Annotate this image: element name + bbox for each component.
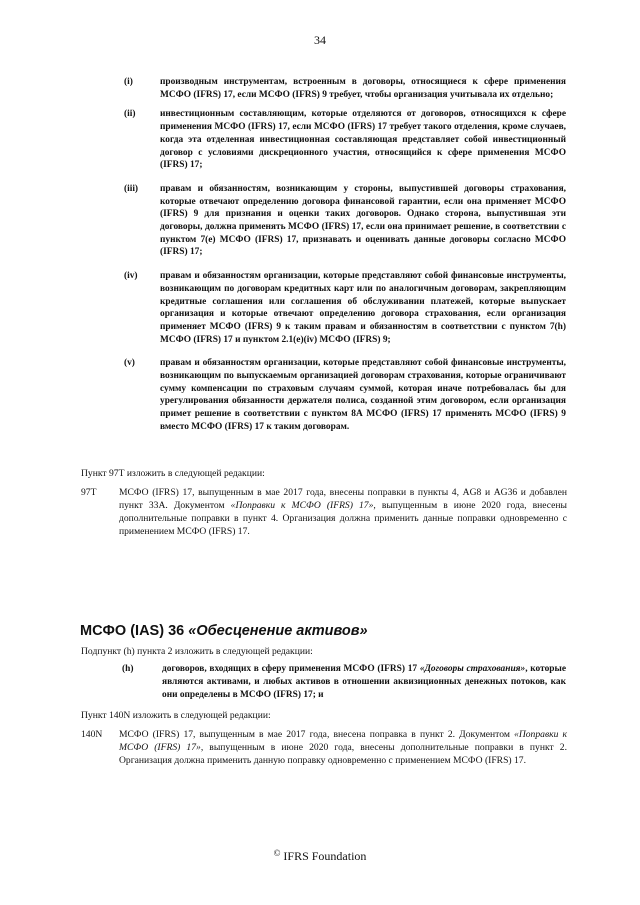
paragraph-number: 140N <box>81 729 103 740</box>
subparagraph-h: (h) договоров, входящих в сферу применения МСФО (IFRS) 17 «Договоры страхования», которые являются активами, и любых активов в отношении аквизиционных денежных потоков, как они определены в МСФО (IFRS) 17; и <box>122 664 566 700</box>
list-item-number: (iv) <box>124 271 138 282</box>
list-item-text: правам и обязанностям организации, которые представляют собой финансовые инструменты, возникающим по договорам кредитных карт или по аналогичным договорам, закрепляющим кредитные соглашения или соглашения об обслуживании платежей, которые выпускает организация и которые отвечают определению договора страхования, если организация применяет МСФО (IFRS) 9 к таким правам и обязанностям в соответствии с пунктом 7(h) МСФО (IFRS) 17 и пунктом 2.1(е)(iv) МСФО (IFRS) 9; <box>160 271 566 345</box>
list-item <box>124 183 566 259</box>
list-item-number: (i) <box>124 77 133 87</box>
paragraph-140n <box>81 728 567 767</box>
list-item-text: правам и обязанностям организации, которые представляют собой финансовые инструменты, возникающим по выпускаемым организацией договорам страхования, которые ограничивают сумму компенсации по страховым случаям суммой, которая иначе потребовалась бы для урегулирования обязанности держателя полиса, созданной этим договором, если организация примет решение в соответствии с пунктом 8А МСФО (IFRS) 17 применять МСФО (IFRS) 9 вместо МСФО (IFRS) 17 к таким договорам. <box>160 358 566 432</box>
subparagraph-number: (h) <box>122 664 134 674</box>
list-item <box>124 76 566 101</box>
list-item-text: правам и обязанностям, возникающим у стороны, выпустившей договоры страхования, которые отвечают определению договора финансовой гарантии, если она применяет МСФО (IFRS) 9 для признания и оценки таких договоров. Однако сторона, выпустившая эти договоры, должна применять МСФО (IFRS) 17, если она принимает решение, в соответствии с пунктом 7(е) МСФО (IFRS) 17, признавать и оценивать данные договоры согласно МСФО (IFRS) 17; <box>160 183 566 258</box>
list-item <box>124 270 566 346</box>
paragraph-97t <box>81 486 567 538</box>
paragraph-text: МСФО (IFRS) 17, выпущенным в мае 2017 года, внесены поправки в пункты 4, AG8 и AG36 и добавлен пункт 33А. Документом «Поправки к МСФО (IFRS) 17», выпущенным в июне 2020 года, внесены дополнительные поправки в пункт 4. Организация должна применить данные поправки одновременно с применением МСФО (IFRS) 17. <box>119 487 567 537</box>
list-item-text: инвестиционным составляющим, которые отделяются от договоров, относящихся к сфере применения МСФО (IFRS) 17, если МСФО (IFRS) 17 требует такого отделения, кроме случаев, когда эта отделенная инвестиционная составляющая представляет собой инвестиционный договор с условиями дискреционного участия, относящийся к сфере применения МСФО (IFRS) 17; <box>160 109 566 171</box>
page-footer <box>0 848 640 864</box>
amendment-list <box>124 76 566 441</box>
instruction-subparagraph-h: Подпункт (h) пункта 2 изложить в следующей редакции: <box>81 646 313 657</box>
list-item-text: производным инструментам, встроенным в договоры, относящиеся к сфере применения МСФО (IFRS) 17, если МСФО (IFRS) 9 требует, чтобы организация учитывала их отдельно; <box>160 77 566 100</box>
list-item-number: (iii) <box>124 183 139 194</box>
list-item-number: (ii) <box>124 109 136 120</box>
section-heading: МСФО (IAS) 36 «Обесценение активов» <box>80 623 368 639</box>
copyright-icon: © <box>273 848 281 858</box>
paragraph-number: 97Т <box>81 487 97 498</box>
list-item <box>124 357 566 433</box>
list-item <box>124 108 566 172</box>
instruction-140n: Пункт 140N изложить в следующей редакции: <box>81 710 271 721</box>
list-item-number: (v) <box>124 358 135 369</box>
footer-text: IFRS Foundation <box>283 849 367 863</box>
paragraph-text: МСФО (IFRS) 17, выпущенным в мае 2017 года, внесена поправка в пункт 2. Документом «Поправки к МСФО (IFRS) 17», выпущенным в июне 2020 года, внесены дополнительные поправки в пункт 2. Организация должна применить данную поправку одновременно с применением МСФО (IFRS) 17. <box>119 729 567 766</box>
instruction-97t: Пункт 97Т изложить в следующей редакции: <box>81 468 265 479</box>
page-number: 34 <box>314 33 326 47</box>
